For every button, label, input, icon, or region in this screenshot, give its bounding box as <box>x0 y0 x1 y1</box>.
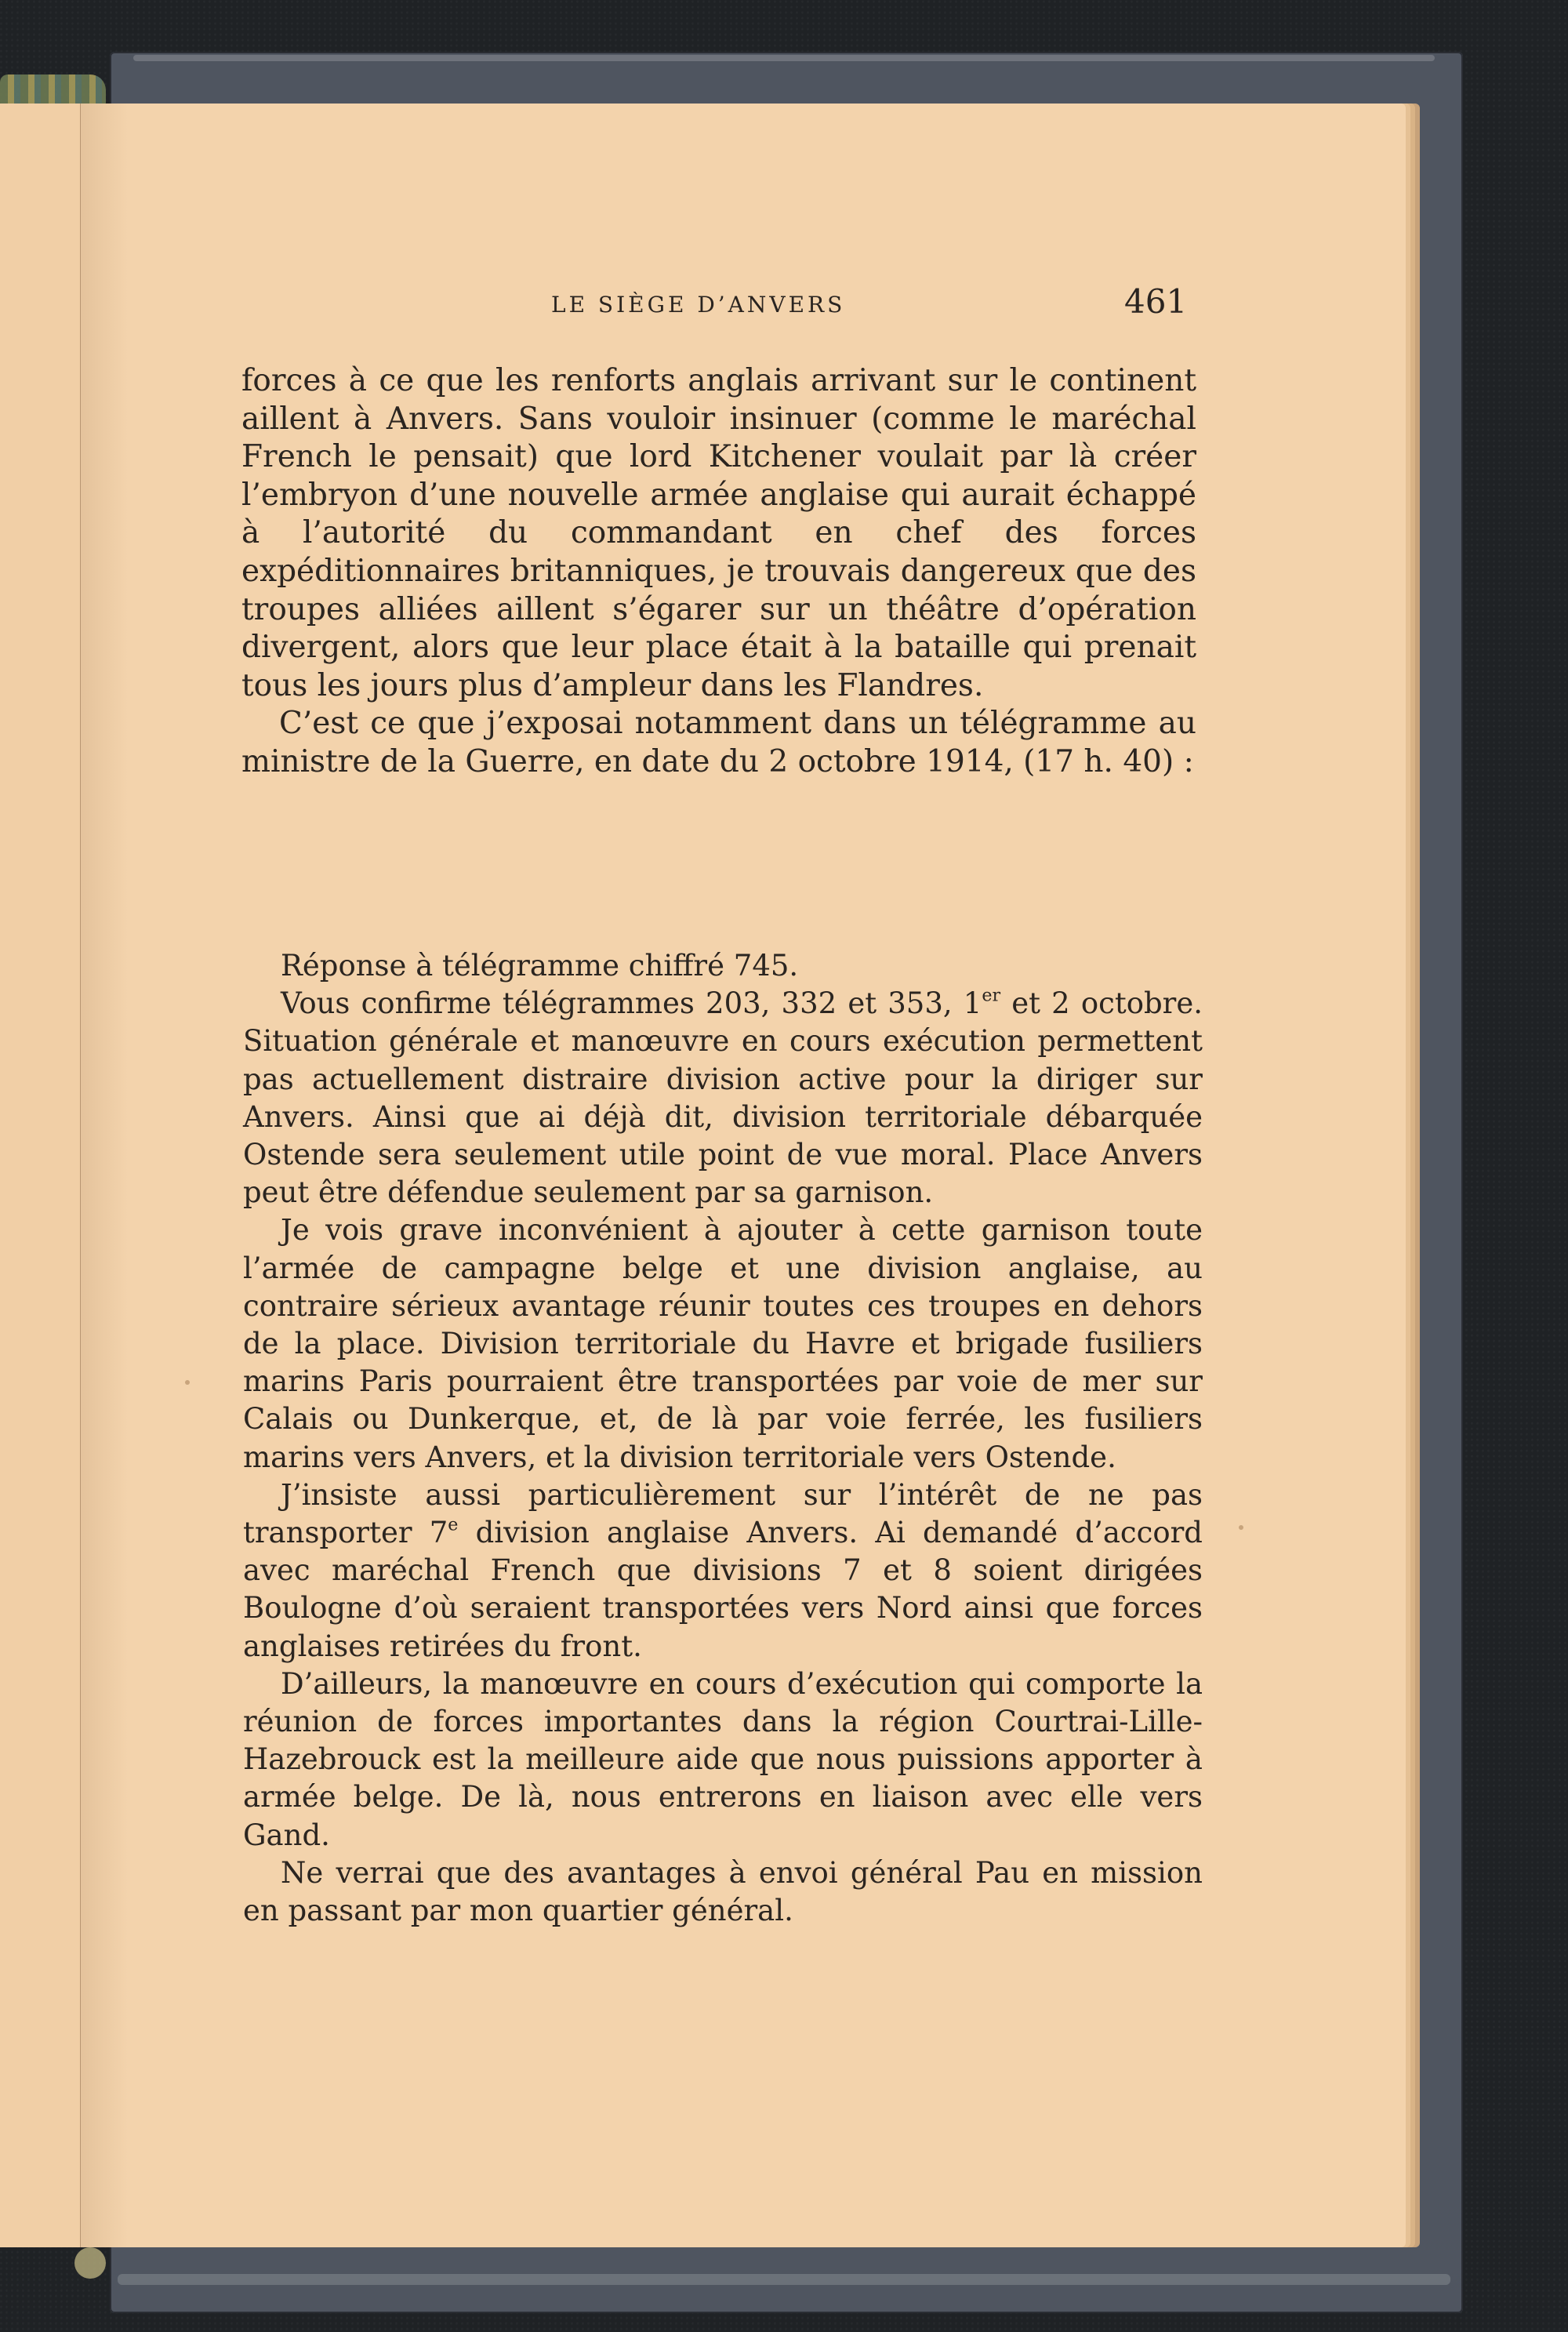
cover-top-edge <box>133 55 1435 61</box>
spine-tailband <box>74 2247 106 2279</box>
telegram-paragraph <box>243 985 1203 1211</box>
ordinal-superscript: er <box>982 985 1001 1006</box>
telegram-quote <box>243 947 1203 1930</box>
gutter-shadow <box>81 104 128 2247</box>
ordinal-superscript: e <box>448 1514 459 1535</box>
left-page-edge <box>0 104 82 2247</box>
telegram-text: et 2 octobre. Situation générale et manœuvre en cours exécution permettent pas actuellement distraire division active pour la diriger sur Anvers. Ainsi que ai déjà dit, division territoriale débarquée Ostende sera seulement utile point de vue moral. Place Anvers peut être défendue seulement par sa garnison. <box>243 986 1203 1210</box>
narrative-paragraph: forces à ce que les renforts anglais arrivant sur le continent aillent à Anvers. Sans vouloir insinuer (comme le maréchal French le pensait) que lord Kitchener voulait par là créer l’embryon d’une nouvelle armée anglaise qui aurait échappé à l’autorité du commandant en chef des forces expéditionnaires britanniques, je trouvais dangereux que des troupes alliées aillent s’égarer sur un théâtre d’opération divergent, alors que leur place était à la bataille qui prenait tous les jours plus d’ampleur dans les Flandres. <box>241 363 1196 703</box>
narrative-paragraph: C’est ce que j’exposai notamment dans un télégramme au ministre de la Guerre, en date du 2 octobre 1914, (17 h. 40) : <box>241 706 1196 779</box>
page-number: 461 <box>1124 282 1188 321</box>
paper-speck <box>185 1380 190 1385</box>
telegram-text: J’insiste aussi particulièrement sur l’intérêt de ne pas transporter 7 <box>243 1477 1203 1550</box>
telegram-text: division anglaise Anvers. Ai demandé d’accord avec maréchal French que divisions 7 et 8 soient dirigées Boulogne d’où seraient transportées vers Nord ainsi que forces anglaises retirées du front. <box>243 1516 1203 1663</box>
telegram-heading: Réponse à télégramme chiffré 745. <box>281 949 799 983</box>
telegram-paragraph: D’ailleurs, la manœuvre en cours d’exécution qui comporte la réunion de forces importantes dans la région Courtrai-Lille-Hazebrouck est la meilleure aide que nous puissions apporter à armée belge. De là, nous entrerons en liaison avec elle vers Gand. <box>243 1666 1203 1852</box>
telegram-paragraph: Je vois grave inconvénient à ajouter à cette garnison toute l’armée de campagne belge et une division anglaise, au contraire sérieux avantage réunir toutes ces troupes en dehors de la place. Division territoriale du Havre et brigade fusiliers marins Paris pourraient être transportées par voie de mer sur Calais ou Dunkerque, et, de là par voie ferrée, les fusiliers marins vers Anvers, et la division territoriale vers Ostende. <box>243 1213 1203 1474</box>
running-head: LE SIÈGE D’ANVERS <box>551 292 846 318</box>
telegram-paragraph: Ne verrai que des avantages à envoi général Pau en mission en passant par mon quartier général. <box>243 1855 1203 1928</box>
cover-bottom-edge <box>118 2274 1450 2285</box>
telegram-text: Vous confirme télégrammes 203, 332 et 353, 1 <box>281 986 982 1021</box>
paper-speck <box>1239 1525 1243 1530</box>
telegram-paragraph <box>243 1477 1203 1665</box>
spine-headband <box>0 74 106 106</box>
narrative-text <box>241 362 1196 782</box>
